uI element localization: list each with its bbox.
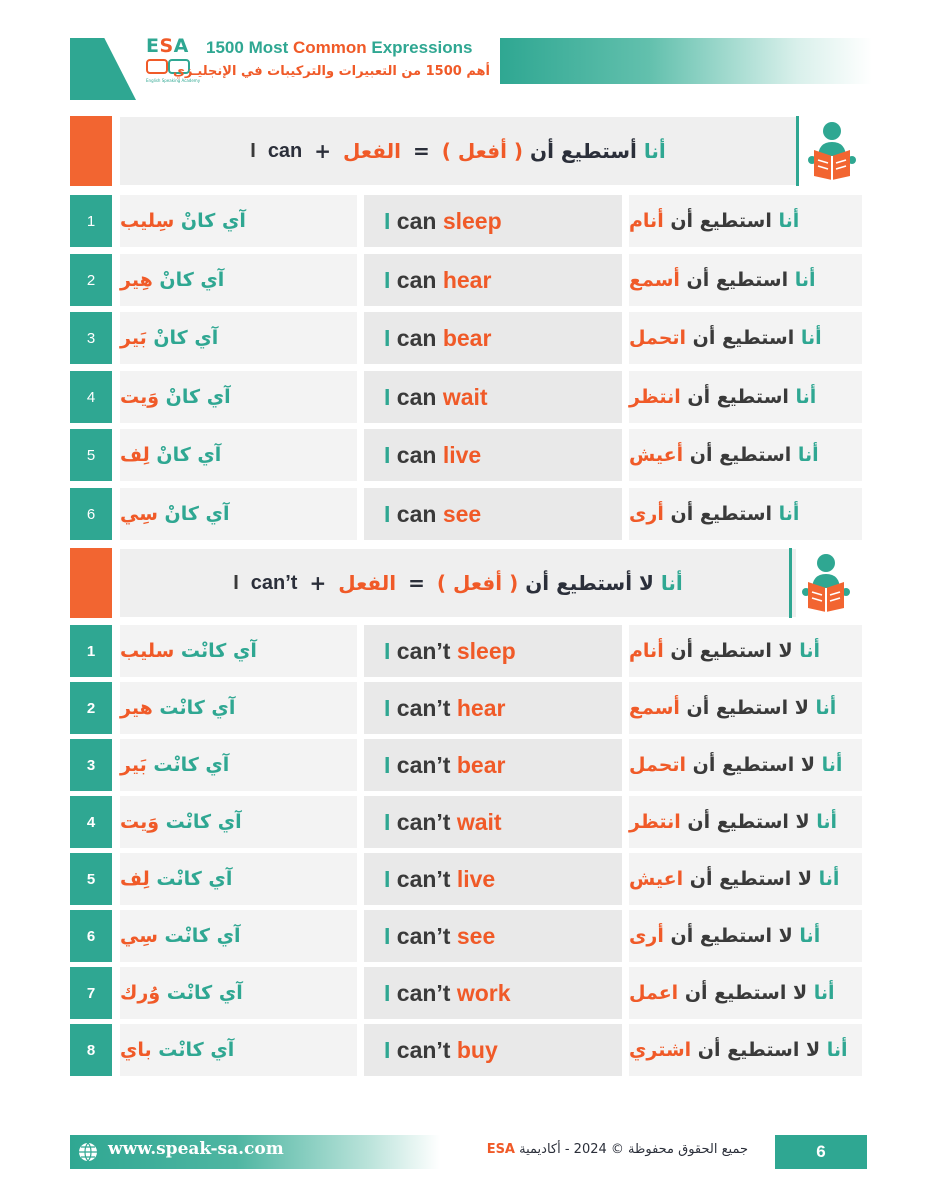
arabic-cell <box>629 195 862 247</box>
section-accent <box>70 548 112 618</box>
transliteration-cell <box>120 371 357 423</box>
transliteration: آي كانْ لِف <box>120 444 222 466</box>
english-cell <box>364 429 622 481</box>
row-number: 1 <box>70 625 112 677</box>
arabic-phrase: أنا لا استطيع أن اتحمل <box>629 754 843 776</box>
arabic-cell <box>629 488 862 540</box>
transliteration-cell <box>120 967 357 1019</box>
english-cell <box>364 682 622 734</box>
english-cell <box>364 967 622 1019</box>
row-number: 5 <box>70 853 112 905</box>
arabic-phrase: أنا لا استطيع أن أنام <box>629 640 821 662</box>
english-phrase: I can see <box>384 500 482 527</box>
transliteration-cell <box>120 254 357 306</box>
transliteration: آي كانْت وَيت <box>120 811 242 833</box>
english-phrase: I can bear <box>384 324 492 351</box>
transliteration-cell <box>120 739 357 791</box>
arabic-cell <box>629 312 862 364</box>
arabic-cell <box>629 371 862 423</box>
transliteration: آي كانْت لِف <box>120 868 233 890</box>
section-divider <box>789 548 792 618</box>
arabic-phrase: أنا استطيع أن اتحمل <box>629 327 822 349</box>
transliteration-cell <box>120 796 357 848</box>
transliteration-cell <box>120 429 357 481</box>
section-formula-bar <box>120 117 796 185</box>
row-number: 4 <box>70 371 112 423</box>
header-accent-right <box>500 38 872 84</box>
formula <box>233 571 683 595</box>
copyright-text: جميع الحقوق محفوظة © 2024 - أكاديمية ESA <box>486 1142 748 1157</box>
transliteration-cell <box>120 312 357 364</box>
transliteration: آي كانْت باي <box>120 1039 235 1061</box>
arabic-phrase: أنا استطيع أن أسمع <box>629 269 816 291</box>
english-cell <box>364 739 622 791</box>
english-cell <box>364 853 622 905</box>
transliteration-cell <box>120 853 357 905</box>
arabic-cell <box>629 910 862 962</box>
reader-icon <box>806 120 858 180</box>
formula-verb-ar: الفعل <box>338 571 397 595</box>
arabic-cell <box>629 625 862 677</box>
formula-subject-en: I <box>233 571 239 594</box>
english-cell <box>364 1024 622 1076</box>
english-phrase: I can’t sleep <box>384 637 516 664</box>
english-phrase: I can’t see <box>384 922 496 949</box>
arabic-phrase: أنا لا استطيع أن اعمل <box>629 982 835 1004</box>
english-cell <box>364 910 622 962</box>
english-cell <box>364 195 622 247</box>
english-cell <box>364 625 622 677</box>
row-number: 2 <box>70 682 112 734</box>
transliteration-cell <box>120 488 357 540</box>
arabic-phrase: أنا استطيع أن أرى <box>629 503 800 525</box>
english-phrase: I can wait <box>384 383 488 410</box>
transliteration-cell <box>120 910 357 962</box>
arabic-phrase: أنا لا استطيع أن أسمع <box>629 697 837 719</box>
row-number: 5 <box>70 429 112 481</box>
section-formula-bar <box>120 549 796 617</box>
formula-plus: + <box>309 571 327 595</box>
transliteration: آي كانْت سليب <box>120 640 257 662</box>
website-link[interactable]: www.speak-sa.com <box>108 1139 284 1159</box>
english-phrase: I can hear <box>384 266 492 293</box>
globe-icon <box>78 1142 98 1162</box>
arabic-cell <box>629 1024 862 1076</box>
transliteration-cell <box>120 1024 357 1076</box>
row-number: 4 <box>70 796 112 848</box>
formula-modal-en: can’t <box>250 571 298 594</box>
transliteration: آي كانْت وُرك <box>120 982 243 1004</box>
arabic-phrase: أنا لا استطيع أن اشتري <box>629 1039 848 1061</box>
page-number: 6 <box>775 1135 867 1169</box>
reader-icon <box>800 552 852 612</box>
row-number: 1 <box>70 195 112 247</box>
formula-verb-ar: الفعل <box>343 139 401 163</box>
formula-subject-en: I <box>250 139 256 162</box>
formula-equals: = <box>408 571 425 595</box>
row-number: 7 <box>70 967 112 1019</box>
formula-plus: + <box>314 139 332 163</box>
transliteration: آي كانْ وَيت <box>120 386 231 408</box>
formula-arabic: أنا لا أستطيع أن ( أفعل ) <box>436 571 683 595</box>
english-cell <box>364 371 622 423</box>
row-number: 6 <box>70 910 112 962</box>
transliteration-cell <box>120 625 357 677</box>
title-arabic: أهم 1500 من التعبيرات والتركيبات في الإنجليـزي <box>172 64 490 79</box>
arabic-phrase: أنا لا استطيع أن أرى <box>629 925 821 947</box>
english-phrase: I can’t work <box>384 979 511 1006</box>
arabic-cell <box>629 796 862 848</box>
transliteration: آي كانْت هير <box>120 697 236 719</box>
formula-modal-en: can <box>267 139 303 162</box>
formula-arabic: أنا أستطيع أن ( أفعل ) <box>441 139 666 163</box>
english-phrase: I can sleep <box>384 207 502 234</box>
arabic-phrase: أنا لا استطيع أن انتظر <box>629 811 838 833</box>
arabic-phrase: أنا استطيع أن انتظر <box>629 386 817 408</box>
logo-tagline: English Speaking Academy <box>146 78 201 83</box>
row-number: 6 <box>70 488 112 540</box>
formula-equals: = <box>412 139 430 163</box>
transliteration-cell <box>120 682 357 734</box>
english-phrase: I can’t buy <box>384 1036 498 1063</box>
arabic-cell <box>629 853 862 905</box>
row-number: 3 <box>70 739 112 791</box>
transliteration: آي كانْ سِليب <box>120 210 246 232</box>
english-phrase: I can live <box>384 441 482 468</box>
english-cell <box>364 312 622 364</box>
row-number: 3 <box>70 312 112 364</box>
arabic-cell <box>629 739 862 791</box>
section-accent <box>70 116 112 186</box>
arabic-cell <box>629 254 862 306</box>
transliteration-cell <box>120 195 357 247</box>
formula <box>250 139 665 163</box>
transliteration: آي كانْ هِير <box>120 269 225 291</box>
header-accent-left <box>70 38 136 100</box>
arabic-cell <box>629 967 862 1019</box>
logo-text: ESA <box>146 35 189 57</box>
english-phrase: I can’t live <box>384 865 496 892</box>
row-number: 2 <box>70 254 112 306</box>
english-cell <box>364 254 622 306</box>
arabic-phrase: أنا استطيع أن أعيش <box>629 444 819 466</box>
english-phrase: I can’t wait <box>384 808 502 835</box>
arabic-cell <box>629 429 862 481</box>
english-phrase: I can’t hear <box>384 694 506 721</box>
arabic-phrase: أنا لا استطيع أن اعيش <box>629 868 840 890</box>
section-divider <box>796 116 799 186</box>
title-english: 1500 Most Common Expressions <box>206 38 473 57</box>
transliteration: آي كانْت سِي <box>120 925 241 947</box>
transliteration: آي كانْ سِي <box>120 503 230 525</box>
english-cell <box>364 488 622 540</box>
transliteration: آي كانْت بَير <box>120 754 230 776</box>
english-phrase: I can’t bear <box>384 751 506 778</box>
row-number: 8 <box>70 1024 112 1076</box>
arabic-phrase: أنا استطيع أن أنام <box>629 210 800 232</box>
english-cell <box>364 796 622 848</box>
transliteration: آي كانْ بَير <box>120 327 219 349</box>
arabic-cell <box>629 682 862 734</box>
